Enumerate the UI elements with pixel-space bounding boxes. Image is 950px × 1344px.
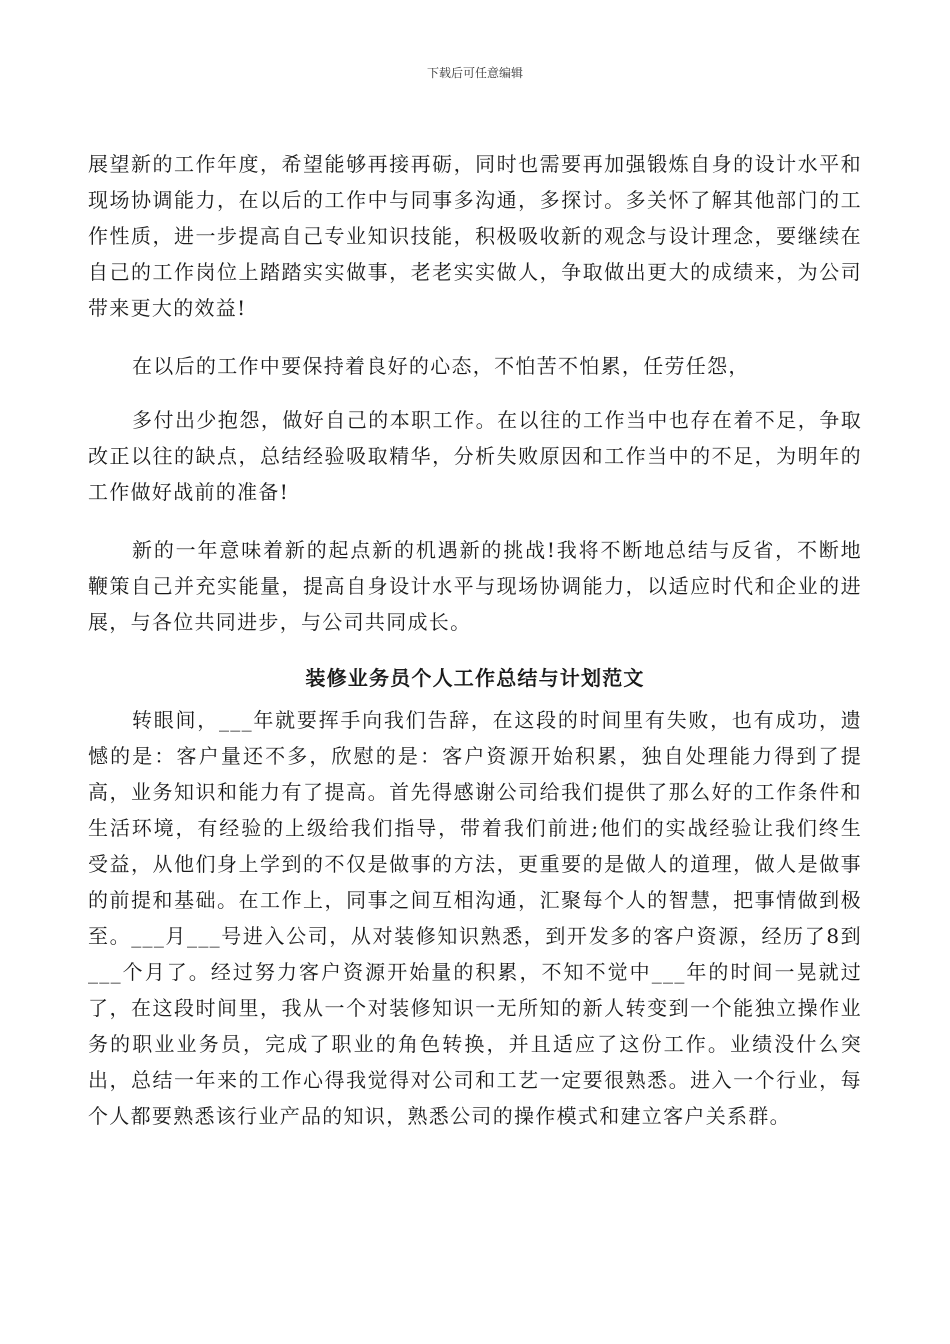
- paragraph-outlook: 展望新的工作年度，希望能够再接再砺，同时也需要再加强锻炼自身的设计水平和现场协调能力，在以后的工作中与同事多沟通，多探讨。多关怀了解其他部门的工作性质，进一步提高自己专业知识技能，积极吸收新的观念与设计理念，要继续在自己的工作岗位上踏踏实实做事，老老实实做人，争取做出更大的成绩来，为公司带来更大的效益!: [88, 152, 862, 320]
- paragraph-attitude: 在以后的工作中要保持着良好的心态，不怕苦不怕累，任劳任怨，: [132, 354, 750, 378]
- paragraph-summary: 转眼间，___年就要挥手向我们告辞，在这段的时间里有失败，也有成功，遗憾的是：客户量还不多，欣慰的是：客户资源开始积累，独自处理能力得到了提高，业务知识和能力有了提高。首先得感谢公司给我们提供了那么好的工作条件和生活环境，有经验的上级给我们指导，带着我们前进;他们的实战经验让我们终生受益，从他们身上学到的不仅是做事的方法，更重要的是做人的道理，做人是做事的前提和基础。在工作上，同事之间互相沟通，汇聚每个人的智慧，把事情做到极至。___月___号进入公司，从对装修知识熟悉，到开发多的客户资源，经历了8到___个月了。经过努力客户资源开始量的积累，不知不觉中___年的时间一晃就过了，在这段时间里，我从一个对装修知识一无所知的新人转变到一个能独立操作业务的职业业务员，完成了职业的角色转换，并且适应了这份工作。业绩没什么突出，总结一年来的工作心得我觉得对公司和工艺一定要很熟悉。进入一个行业，每个人都要熟悉该行业产品的知识，熟悉公司的操作模式和建立客户关系群。: [88, 708, 862, 1128]
- section-title: 装修业务员个人工作总结与计划范文: [305, 666, 645, 690]
- paragraph-new-year: 新的一年意味着新的起点新的机遇新的挑战!我将不断地总结与反省，不断地鞭策自己并充实能量，提高自身设计水平与现场协调能力，以适应时代和企业的进展，与各位共同进步，与公司共同成长。: [88, 538, 862, 634]
- page-header-note: 下载后可任意编辑: [426, 66, 523, 80]
- paragraph-improvement: 多付出少抱怨，做好自己的本职工作。在以往的工作当中也存在着不足，争取改正以往的缺点，总结经验吸取精华，分析失败原因和工作当中的不足，为明年的工作做好战前的准备!: [88, 408, 862, 504]
- document-body: [88, 146, 862, 1134]
